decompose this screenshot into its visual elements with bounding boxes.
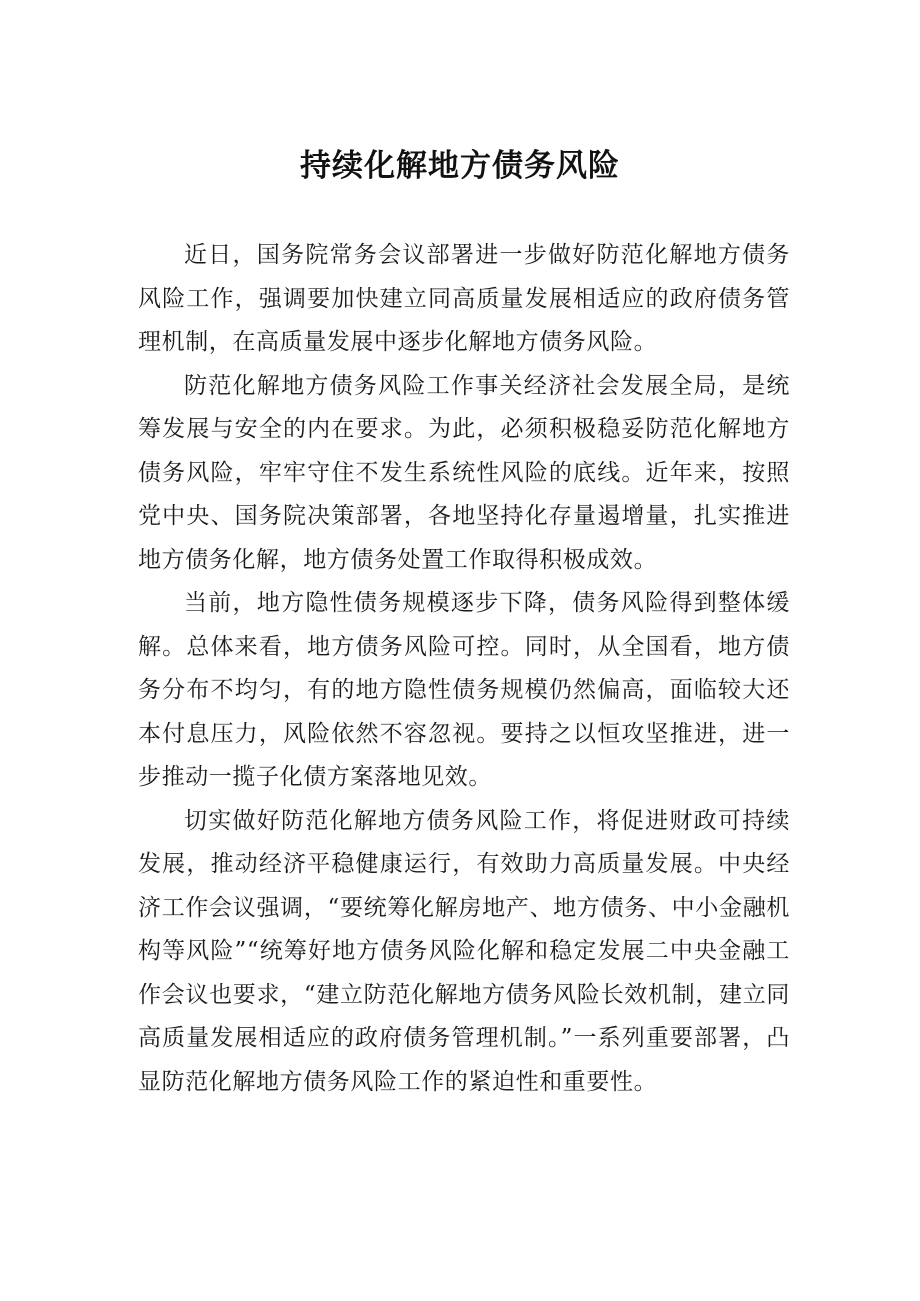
paragraph-2: 防范化解地方债务风险工作事关经济社会发展全局，是统筹发展与安全的内在要求。为此，必须积极稳妥防范化解地方债务风险，牢牢守住不发生系统性风险的底线。近年来，按照党中央、国务院决策部署，各地坚持化存量遏增量，扎实推进地方债务化解，地方债务处置工作取得积极成效。 (138, 372, 790, 573)
document-title: 持续化解地方债务风险 (300, 148, 620, 184)
document-body (138, 234, 790, 1104)
paragraph-4: 切实做好防范化解地方债务风险工作，将促进财政可持续发展，推动经济平稳健康运行，有效助力高质量发展。中央经济工作会议强调，“要统筹化解房地产、地方债务、中小金融机构等风险”“统筹好地方债务风险化解和稳定发展二中央金融工作会议也要求，“建立防范化解地方债务风险长效机制，建立同高质量发展相适应的政府债务管理机制。”一系列重要部署，凸显防范化解地方债务风险工作的紧迫性和重要性。 (138, 807, 790, 1095)
paragraph-1: 近日，国务院常务会议部署进一步做好防范化解地方债务风险工作，强调要加快建立同高质量发展相适应的政府债务管理机制，在高质量发展中逐步化解地方债务风险。 (138, 242, 790, 355)
paragraph-3: 当前，地方隐性债务规模逐步下降，债务风险得到整体缓解。总体来看，地方债务风险可控。同时，从全国看，地方债务分布不均匀，有的地方隐性债务规模仍然偏高，面临较大还本付息压力，风险依然不容忽视。要持之以恒攻坚推进，进一步推动一揽子化债方案落地见效。 (138, 590, 790, 790)
